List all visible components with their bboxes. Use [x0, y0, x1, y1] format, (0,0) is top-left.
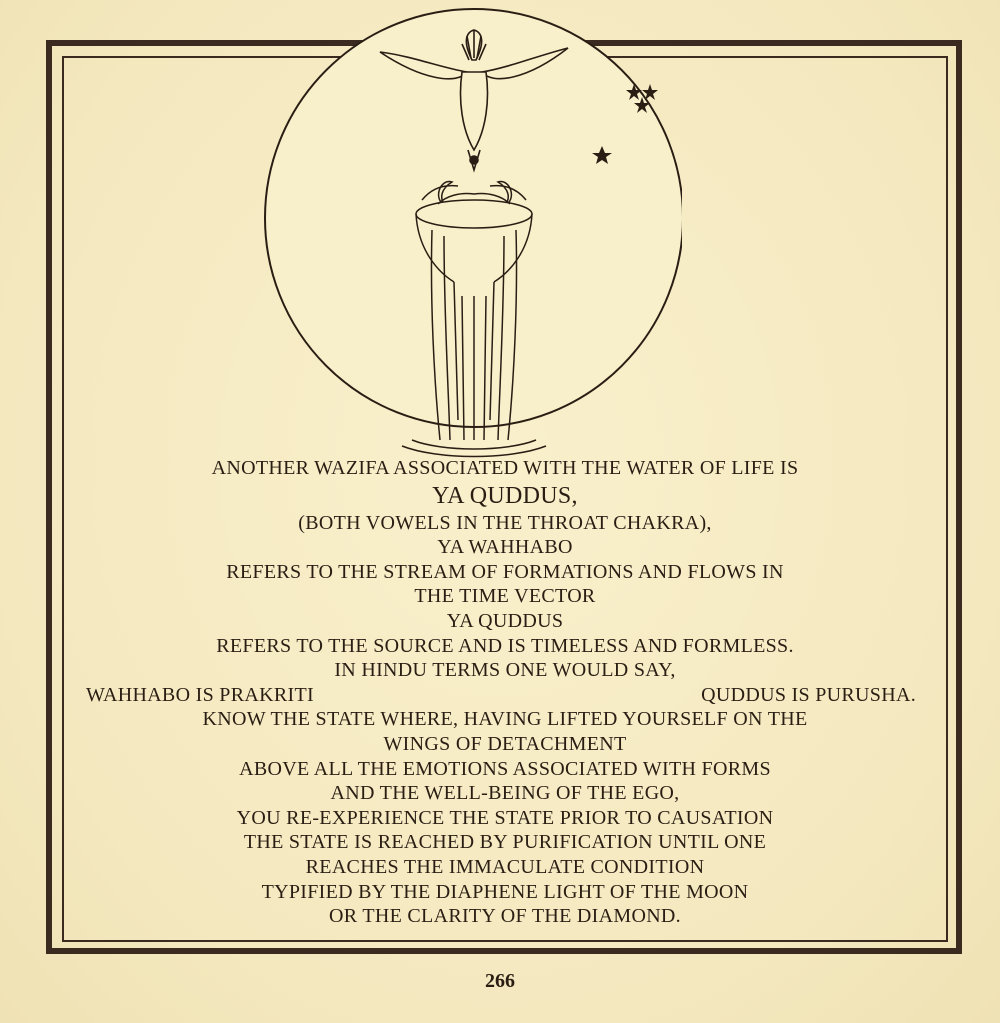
- text-line-split: [70, 683, 940, 708]
- text-line: YA QUDDUS: [446, 609, 564, 632]
- text-line: TYPIFIED BY THE DIAPHENE LIGHT OF THE MOON: [261, 880, 749, 903]
- text-line: OR THE CLARITY OF THE DIAMOND.: [329, 905, 681, 928]
- text-line: WINGS OF DETACHMENT: [383, 732, 627, 755]
- dove-fountain-illustration: [262, 0, 682, 470]
- text-line: THE TIME VECTOR: [414, 585, 596, 608]
- text-line: KNOW THE STATE WHERE, HAVING LIFTED YOURSELF ON THE: [202, 708, 808, 731]
- page-number: 266: [485, 970, 515, 992]
- text-line: YOU RE-EXPERIENCE THE STATE PRIOR TO CAUSATION: [236, 806, 774, 829]
- text-left-part: WAHHABO IS PRAKRITI: [86, 683, 314, 706]
- text-line: THE STATE IS REACHED BY PURIFICATION UNTIL ONE: [243, 831, 767, 854]
- text-line: ANOTHER WAZIFA ASSOCIATED WITH THE WATER OF LIFE IS: [211, 457, 799, 479]
- text-line: (BOTH VOWELS IN THE THROAT CHAKRA),: [298, 511, 712, 534]
- text-line: AND THE WELL-BEING OF THE EGO,: [330, 782, 680, 805]
- text-line-ya-quddus-title: YA QUDDUS,: [432, 482, 578, 509]
- text-line: YA WAHHABO: [437, 536, 573, 559]
- text-line: ABOVE ALL THE EMOTIONS ASSOCIATED WITH FORMS: [239, 757, 771, 780]
- text-right-part: QUDDUS IS PURUSHA.: [701, 683, 916, 706]
- text-line: REACHES THE IMMACULATE CONDITION: [305, 855, 705, 878]
- text-line: IN HINDU TERMS ONE WOULD SAY,: [334, 659, 676, 682]
- text-line: REFERS TO THE SOURCE AND IS TIMELESS AND FORMLESS.: [216, 634, 794, 657]
- text-line: REFERS TO THE STREAM OF FORMATIONS AND FLOWS IN: [226, 560, 784, 583]
- body-text: [70, 456, 940, 929]
